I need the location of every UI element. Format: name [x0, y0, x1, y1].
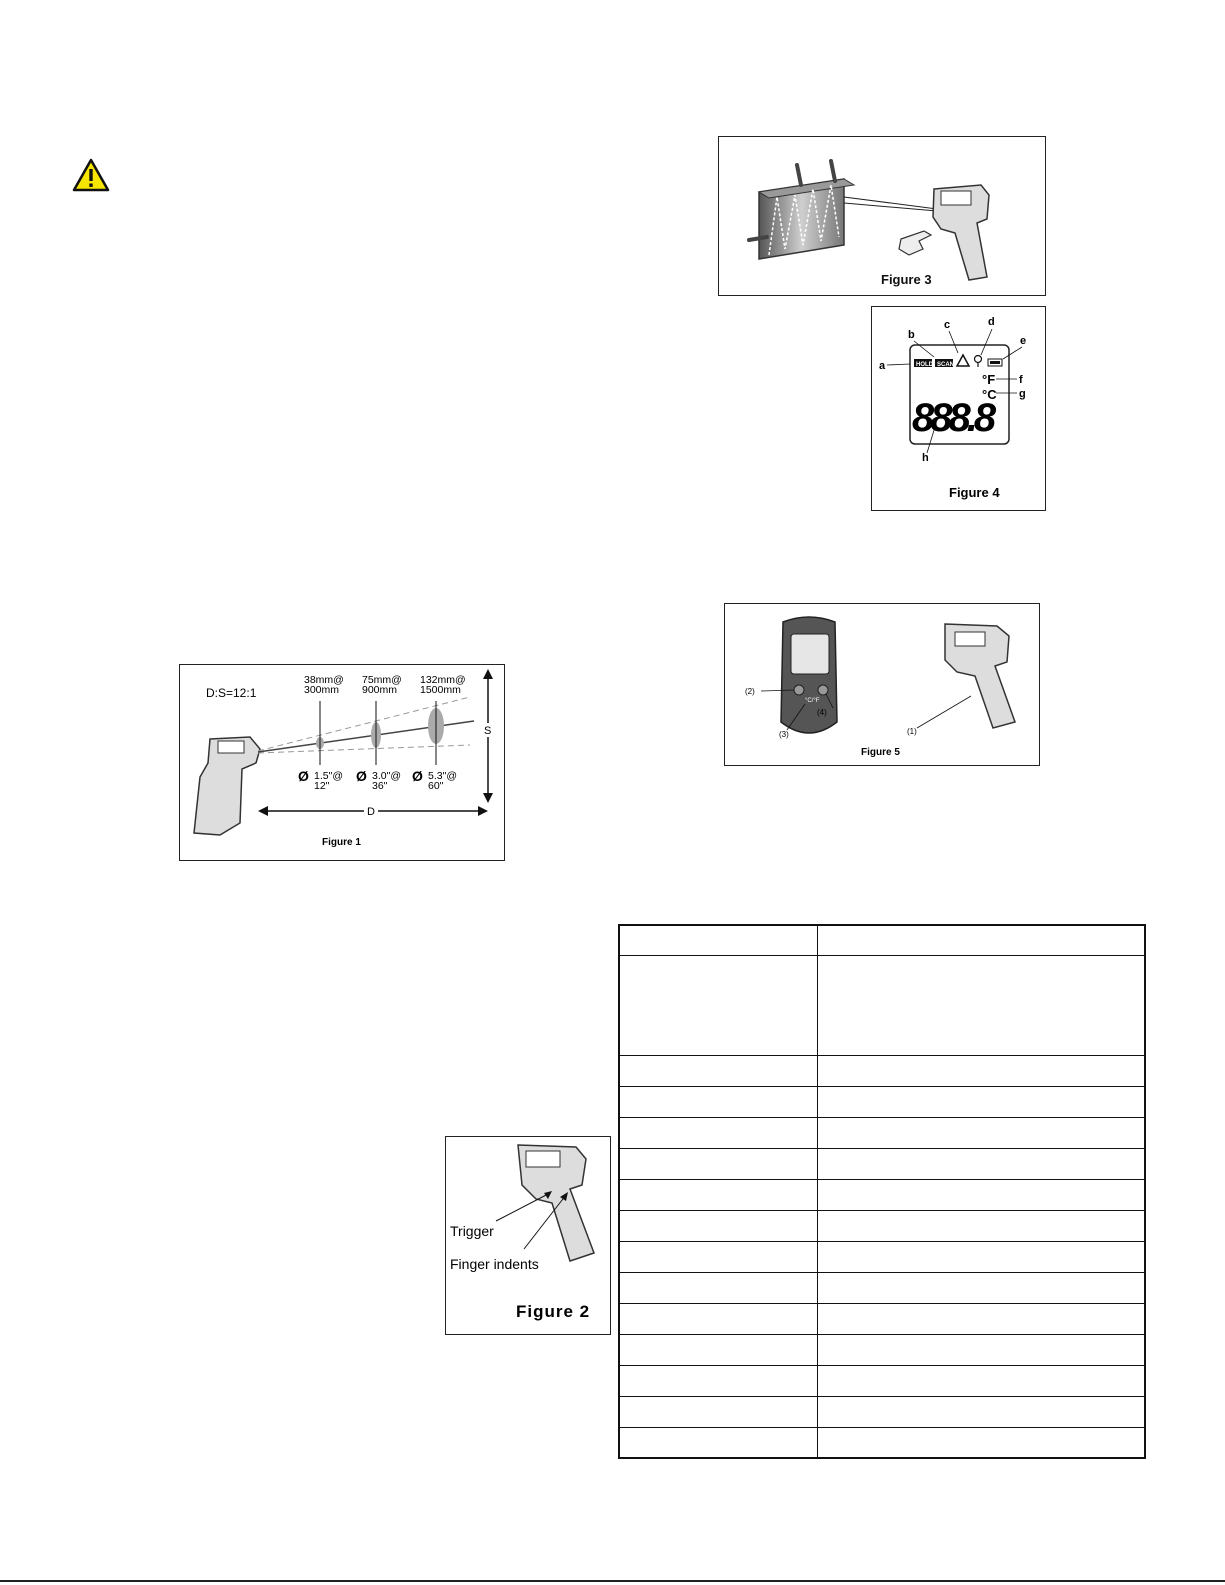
bottom-label-2a: 3.0"@	[372, 770, 401, 782]
figure-5-caption: Figure 5	[861, 747, 900, 758]
figure-4-caption: Figure 4	[949, 485, 1000, 500]
table-cell-value	[818, 1303, 1146, 1334]
table-cell-value	[818, 1396, 1146, 1427]
table-cell-label	[619, 1148, 818, 1179]
table-row	[619, 1055, 1145, 1086]
warning-triangle-icon	[72, 158, 110, 192]
callout-g: g	[1019, 388, 1026, 400]
table-cell-label	[619, 1396, 818, 1427]
table-cell-label	[619, 1241, 818, 1272]
figure-1-caption: Figure 1	[322, 837, 361, 848]
table-cell-value	[818, 1272, 1146, 1303]
table-cell-label	[619, 1365, 818, 1396]
figure-4	[871, 306, 1046, 511]
top-label-2b: 900mm	[362, 684, 398, 696]
table-cell-label	[619, 1427, 818, 1458]
callout-a: a	[879, 360, 886, 372]
table-cell-value	[818, 1241, 1146, 1272]
button-2	[794, 685, 804, 695]
d-label: D	[367, 806, 375, 818]
figure-5	[724, 603, 1040, 766]
svg-text:SCAN: SCAN	[937, 362, 955, 368]
footer-rule	[0, 1580, 1225, 1582]
callout-d: d	[988, 316, 995, 328]
table-cell-label	[619, 1055, 818, 1086]
table-cell-value	[818, 1427, 1146, 1458]
unit-celsius: °C	[982, 387, 997, 402]
s-label: S	[484, 725, 492, 737]
top-label-1b: 300mm	[304, 684, 340, 696]
figure-3-illustration	[719, 137, 1044, 294]
top-label-3b: 1500mm	[420, 684, 461, 696]
bottom-label-3b: 60"	[428, 780, 444, 792]
table-cell-label	[619, 1210, 818, 1241]
table-cell-value	[818, 1365, 1146, 1396]
table-row	[619, 1427, 1145, 1458]
table-cell-value	[818, 1086, 1146, 1117]
table-cell-label	[619, 1086, 818, 1117]
table-cell-label	[619, 925, 818, 955]
bottom-label-3a: 5.3"@	[428, 770, 457, 782]
table-row	[619, 1086, 1145, 1117]
table-cell-value	[818, 1117, 1146, 1148]
callout-c: c	[944, 319, 951, 331]
table-cell-label	[619, 1272, 818, 1303]
callout-e: e	[1020, 335, 1027, 347]
table-cell-value	[818, 925, 1146, 955]
callout-3: (3)	[779, 730, 789, 739]
callout-h: h	[922, 452, 929, 464]
table-row	[619, 1148, 1145, 1179]
table-row	[619, 1272, 1145, 1303]
callout-f: f	[1019, 374, 1023, 386]
svg-text:HOLD: HOLD	[916, 362, 933, 368]
table-cell-label	[619, 955, 818, 1055]
lcd-digits: 888.8	[912, 396, 993, 440]
unit-fahrenheit: °F	[982, 372, 996, 387]
callout-4: (4)	[817, 708, 827, 717]
button-4	[818, 685, 828, 695]
diameter-icon-1: Ø	[298, 768, 309, 784]
table-row	[619, 1179, 1145, 1210]
table-row	[619, 1334, 1145, 1365]
figure-2-illustration	[446, 1137, 609, 1333]
table-cell-value	[818, 1334, 1146, 1365]
finger-indents-label: Finger indents	[450, 1256, 539, 1272]
diameter-icon-2: Ø	[356, 768, 367, 784]
table-cell-value	[818, 1055, 1146, 1086]
callout-1: (1)	[907, 727, 917, 736]
top-label-1a: 38mm@	[304, 674, 344, 686]
specifications-table	[618, 924, 1146, 1459]
bottom-label-2b: 36"	[372, 780, 388, 792]
callout-2: (2)	[745, 687, 755, 696]
figure-4-lcd-diagram	[872, 307, 1044, 509]
bottom-label-1a: 1.5"@	[314, 770, 343, 782]
figure-2	[445, 1136, 611, 1335]
figure-3-caption: Figure 3	[881, 272, 932, 287]
table-row	[619, 955, 1145, 1055]
table-row	[619, 1210, 1145, 1241]
figure-5-illustration	[725, 604, 1038, 764]
svg-text:°C/°F: °C/°F	[805, 698, 820, 704]
diameter-icon-3: Ø	[412, 768, 423, 784]
figure-1-illustration	[180, 665, 503, 859]
bottom-label-1b: 12"	[314, 780, 330, 792]
trigger-label: Trigger	[450, 1223, 494, 1239]
table-cell-label	[619, 1117, 818, 1148]
table-row	[619, 1396, 1145, 1427]
table-cell-label	[619, 1303, 818, 1334]
table-row	[619, 1303, 1145, 1334]
top-label-2a: 75mm@	[362, 674, 402, 686]
top-label-3a: 132mm@	[420, 674, 466, 686]
table-row	[619, 1117, 1145, 1148]
figure-1	[179, 664, 505, 861]
table-cell-value	[818, 955, 1146, 1055]
table-row	[619, 1365, 1145, 1396]
ratio-label: D:S=12:1	[206, 686, 257, 700]
table-cell-value	[818, 1210, 1146, 1241]
callout-b: b	[908, 329, 915, 341]
table-cell-value	[818, 1148, 1146, 1179]
figure-3	[718, 136, 1046, 296]
table-row	[619, 1241, 1145, 1272]
figure-2-caption: Figure 2	[516, 1302, 591, 1321]
table-cell-value	[818, 1179, 1146, 1210]
table-cell-label	[619, 1334, 818, 1365]
table-cell-label	[619, 1179, 818, 1210]
table-row	[619, 925, 1145, 955]
